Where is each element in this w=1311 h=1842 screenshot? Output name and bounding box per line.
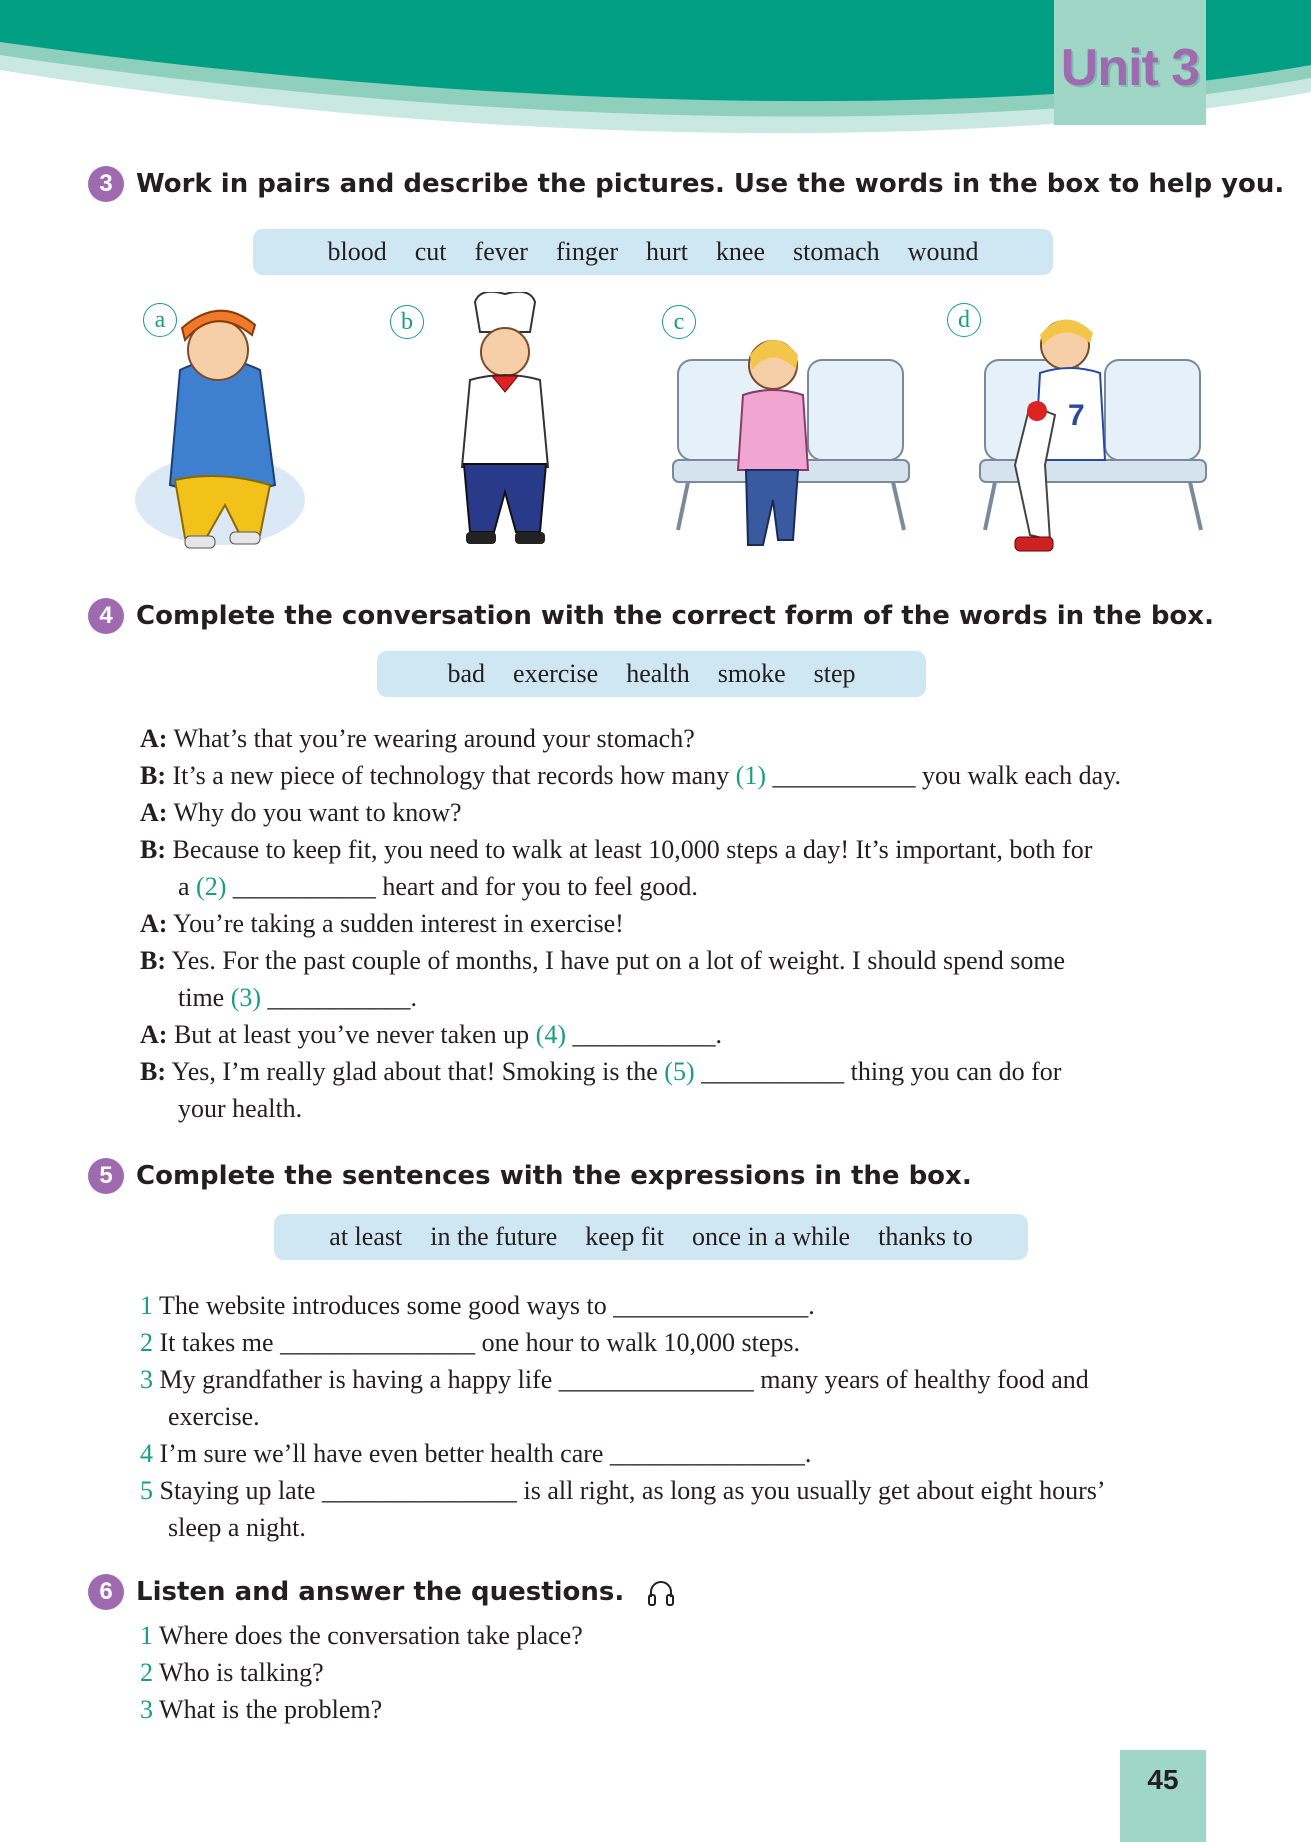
dialogue-text: a xyxy=(178,872,190,901)
word-box xyxy=(253,229,1053,275)
unit-title: Unit 3 xyxy=(1060,39,1200,97)
question-text: Where does the conversation take place? xyxy=(159,1621,583,1650)
headphones-icon[interactable] xyxy=(646,1577,676,1607)
dialogue-text: It’s a new piece of technology that records how many xyxy=(172,761,730,790)
gap-blank[interactable]: ___________ xyxy=(701,1057,845,1086)
sentence-item xyxy=(140,1435,811,1472)
word-box xyxy=(274,1214,1028,1260)
gap-number: (5) xyxy=(664,1057,695,1086)
sentence-text[interactable]: I’m sure we’ll have even better health care _______________. xyxy=(159,1439,812,1468)
word: bad xyxy=(447,659,486,688)
picture-label-a: a xyxy=(143,303,177,337)
gap-blank[interactable]: ___________ xyxy=(772,761,916,790)
gap-blank[interactable]: ___________ xyxy=(232,872,376,901)
word: knee xyxy=(715,237,766,266)
dialogue-line xyxy=(178,1090,302,1127)
gap-number: (4) xyxy=(535,1020,566,1049)
exercise-instruction: Listen and answer the questions. xyxy=(136,1577,625,1607)
expression: thanks to xyxy=(878,1222,973,1251)
word: hurt xyxy=(646,237,688,266)
item-number: 5 xyxy=(140,1476,153,1505)
picture-label-d: d xyxy=(947,303,981,337)
expression: keep fit xyxy=(585,1222,664,1251)
word: fever xyxy=(474,237,528,266)
exercise-4-header xyxy=(88,598,1214,634)
sentence-item xyxy=(140,1361,1089,1398)
item-number: 1 xyxy=(140,1621,153,1650)
speaker: B: xyxy=(140,1057,166,1086)
dialogue-text: heart and for you to feel good. xyxy=(382,872,698,901)
sentence-item xyxy=(140,1472,1106,1509)
dialogue-line xyxy=(178,868,698,905)
sentence-item xyxy=(168,1398,260,1435)
exercise-5-header xyxy=(88,1158,972,1194)
dialogue-line xyxy=(140,831,1092,868)
gap-blank[interactable]: ___________. xyxy=(572,1020,722,1049)
dialogue-text: Why do you want to know? xyxy=(173,798,462,827)
speaker: A: xyxy=(140,724,168,753)
speaker: A: xyxy=(140,1020,168,1049)
word: step xyxy=(813,659,856,688)
speaker: B: xyxy=(140,835,166,864)
dialogue-line xyxy=(140,720,695,757)
word: wound xyxy=(907,237,979,266)
word: finger xyxy=(555,237,619,266)
dialogue-line xyxy=(140,1016,722,1053)
picture-label-c: c xyxy=(662,305,696,339)
page-number: 45 xyxy=(1147,1764,1179,1795)
exercise-instruction: Work in pairs and describe the pictures. Use the words in the box to help you. xyxy=(136,169,1285,199)
dialogue-line xyxy=(178,979,417,1016)
dialogue-line xyxy=(140,1053,1061,1090)
sentence-item xyxy=(168,1509,306,1546)
exercise-number: 4 xyxy=(88,598,124,634)
exercise-instruction: Complete the sentences with the expressions in the box. xyxy=(136,1161,972,1191)
exercise-instruction: Complete the conversation with the correct form of the words in the box. xyxy=(136,601,1214,631)
exercise-6-header xyxy=(88,1574,676,1610)
dialogue-line xyxy=(140,905,624,942)
picture-b-cut-finger xyxy=(430,292,580,554)
picture-a-stomachache xyxy=(110,300,310,560)
picture-d-hurt-knee xyxy=(975,315,1210,560)
exercise-number: 5 xyxy=(88,1158,124,1194)
exercise-number: 6 xyxy=(88,1574,124,1610)
dialogue-line xyxy=(140,794,462,831)
svg-text:7: 7 xyxy=(1068,399,1085,432)
gap-number: (2) xyxy=(196,872,227,901)
sentence-text[interactable]: The website introduces some good ways to _______________. xyxy=(159,1291,815,1320)
speaker: A: xyxy=(140,909,168,938)
item-number: 4 xyxy=(140,1439,153,1468)
question-text: What is the problem? xyxy=(159,1695,383,1724)
dialogue-text: Because to keep fit, you need to walk at least 10,000 steps a day! It’s important, both for xyxy=(172,835,1093,864)
dialogue-text: your health. xyxy=(178,1094,303,1123)
item-number: 3 xyxy=(140,1365,153,1394)
sentence-text[interactable]: It takes me _______________ one hour to walk 10,000 steps. xyxy=(159,1328,801,1357)
question-item xyxy=(140,1654,324,1691)
question-item xyxy=(140,1691,382,1728)
speaker: A: xyxy=(140,798,168,827)
sentence-item xyxy=(140,1324,800,1361)
question-item xyxy=(140,1617,583,1654)
sentence-text[interactable]: My grandfather is having a happy life _______________ many years of healthy food and xyxy=(159,1365,1089,1394)
dialogue-line xyxy=(140,942,1065,979)
dialogue-text: Yes. For the past couple of months, I have put on a lot of weight. I should spend some xyxy=(171,946,1066,975)
dialogue-text: What’s that you’re wearing around your stomach? xyxy=(173,724,695,753)
dialogue-line xyxy=(140,757,1121,794)
word-box xyxy=(377,651,926,697)
dialogue-text: But at least you’ve never taken up xyxy=(173,1020,530,1049)
item-number: 3 xyxy=(140,1695,153,1724)
speaker: B: xyxy=(140,761,166,790)
sentence-text: sleep a night. xyxy=(168,1513,306,1542)
word: health xyxy=(626,659,690,688)
item-number: 2 xyxy=(140,1658,153,1687)
sentence-text: exercise. xyxy=(168,1402,260,1431)
word: blood xyxy=(327,237,387,266)
picture-c-fever xyxy=(668,340,914,555)
word: exercise xyxy=(513,659,599,688)
dialogue-text: Yes, I’m really glad about that! Smoking is the xyxy=(171,1057,658,1086)
gap-blank[interactable]: ___________. xyxy=(267,983,418,1012)
dialogue-text: thing you can do for xyxy=(850,1057,1062,1086)
gap-number: (3) xyxy=(230,983,262,1012)
word: smoke xyxy=(717,659,786,688)
word: cut xyxy=(414,237,447,266)
question-text: Who is talking? xyxy=(159,1658,324,1687)
dialogue-text: time xyxy=(178,983,225,1012)
gap-number: (1) xyxy=(735,761,766,790)
expression: in the future xyxy=(430,1222,558,1251)
sentence-text[interactable]: Staying up late _______________ is all right, as long as you usually get about eight hours’ xyxy=(159,1476,1106,1505)
expression: once in a while xyxy=(691,1222,851,1251)
speaker: B: xyxy=(140,946,166,975)
exercise-number: 3 xyxy=(88,166,124,202)
picture-label-b: b xyxy=(390,305,424,339)
sentence-item xyxy=(140,1287,815,1324)
item-number: 2 xyxy=(140,1328,153,1357)
expression: at least xyxy=(329,1222,403,1251)
exercise-3-header xyxy=(88,166,1284,202)
dialogue-text: you walk each day. xyxy=(921,761,1121,790)
item-number: 1 xyxy=(140,1291,153,1320)
dialogue-text: You’re taking a sudden interest in exercise! xyxy=(172,909,624,938)
word: stomach xyxy=(793,237,880,266)
